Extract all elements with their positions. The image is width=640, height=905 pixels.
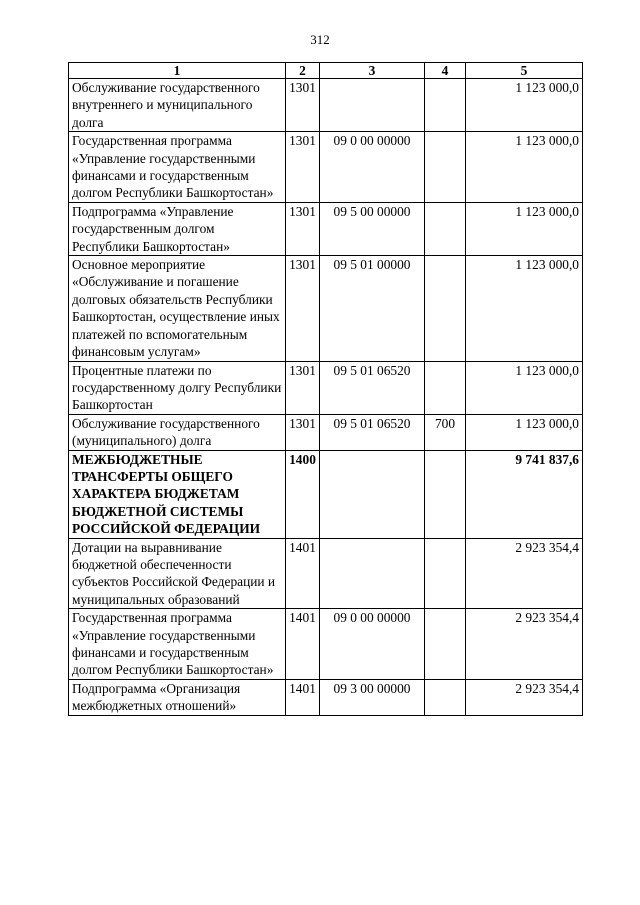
row-sum: 1 123 000,0 bbox=[466, 361, 583, 414]
budget-table bbox=[68, 62, 583, 716]
row-section-code: 1301 bbox=[286, 79, 320, 132]
row-item-code: 09 5 01 06520 bbox=[320, 361, 425, 414]
row-sum: 1 123 000,0 bbox=[466, 79, 583, 132]
table-row bbox=[69, 414, 583, 450]
row-expense-type bbox=[425, 538, 466, 609]
table-row bbox=[69, 79, 583, 132]
row-name: Дотации на выравнивание бюджетной обеспеченности субъектов Российской Федерации и муниципальных образований bbox=[69, 538, 286, 609]
row-item-code: 09 0 00 00000 bbox=[320, 609, 425, 680]
row-expense-type: 700 bbox=[425, 414, 466, 450]
row-name: Государственная программа «Управление государственными финансами и государственным долгом Республики Башкортостан» bbox=[69, 132, 286, 203]
row-item-code bbox=[320, 79, 425, 132]
table-row bbox=[69, 450, 583, 538]
row-expense-type bbox=[425, 450, 466, 538]
table-row bbox=[69, 609, 583, 680]
header-col-1: 1 bbox=[69, 63, 286, 79]
row-section-code: 1401 bbox=[286, 538, 320, 609]
table-row bbox=[69, 361, 583, 414]
row-name: Подпрограмма «Управление государственным долгом Республики Башкортостан» bbox=[69, 202, 286, 255]
row-item-code bbox=[320, 450, 425, 538]
row-section-code: 1401 bbox=[286, 609, 320, 680]
row-item-code: 09 5 01 00000 bbox=[320, 256, 425, 361]
row-item-code bbox=[320, 538, 425, 609]
row-name: Обслуживание государственного внутреннего и муниципального долга bbox=[69, 79, 286, 132]
row-name: Обслуживание государственного (муниципального) долга bbox=[69, 414, 286, 450]
row-section-code: 1301 bbox=[286, 361, 320, 414]
row-expense-type bbox=[425, 679, 466, 715]
row-section-code: 1301 bbox=[286, 256, 320, 361]
row-section-code: 1301 bbox=[286, 202, 320, 255]
table-row bbox=[69, 256, 583, 361]
row-sum: 9 741 837,6 bbox=[466, 450, 583, 538]
table-row bbox=[69, 679, 583, 715]
table-row bbox=[69, 202, 583, 255]
row-name: Подпрограмма «Организация межбюджетных отношений» bbox=[69, 679, 286, 715]
row-expense-type bbox=[425, 256, 466, 361]
header-col-3: 3 bbox=[320, 63, 425, 79]
table-header-row bbox=[69, 63, 583, 79]
row-section-code: 1401 bbox=[286, 679, 320, 715]
table-row bbox=[69, 132, 583, 203]
table-body bbox=[69, 79, 583, 716]
row-expense-type bbox=[425, 202, 466, 255]
row-section-code: 1301 bbox=[286, 132, 320, 203]
row-item-code: 09 3 00 00000 bbox=[320, 679, 425, 715]
row-expense-type bbox=[425, 609, 466, 680]
row-sum: 1 123 000,0 bbox=[466, 414, 583, 450]
row-sum: 1 123 000,0 bbox=[466, 132, 583, 203]
row-section-code: 1301 bbox=[286, 414, 320, 450]
row-sum: 1 123 000,0 bbox=[466, 256, 583, 361]
row-sum: 1 123 000,0 bbox=[466, 202, 583, 255]
row-section-code: 1400 bbox=[286, 450, 320, 538]
header-col-4: 4 bbox=[425, 63, 466, 79]
row-item-code: 09 0 00 00000 bbox=[320, 132, 425, 203]
row-expense-type bbox=[425, 79, 466, 132]
row-sum: 2 923 354,4 bbox=[466, 679, 583, 715]
header-col-2: 2 bbox=[286, 63, 320, 79]
row-item-code: 09 5 00 00000 bbox=[320, 202, 425, 255]
row-expense-type bbox=[425, 361, 466, 414]
row-name: Основное мероприятие «Обслуживание и погашение долговых обязательств Республики Башкортостан, осуществление иных платежей по вспомогательным финансовым услугам» bbox=[69, 256, 286, 361]
page-number: 312 bbox=[310, 32, 330, 47]
row-sum: 2 923 354,4 bbox=[466, 609, 583, 680]
row-name: Государственная программа «Управление государственными финансами и государственным долгом Республики Башкортостан» bbox=[69, 609, 286, 680]
row-item-code: 09 5 01 06520 bbox=[320, 414, 425, 450]
row-expense-type bbox=[425, 132, 466, 203]
row-name: МЕЖБЮДЖЕТНЫЕ ТРАНСФЕРТЫ ОБЩЕГО ХАРАКТЕРА БЮДЖЕТАМ БЮДЖЕТНОЙ СИСТЕМЫ РОССИЙСКОЙ ФЕДЕРАЦИИ bbox=[69, 450, 286, 538]
row-sum: 2 923 354,4 bbox=[466, 538, 583, 609]
header-col-5: 5 bbox=[466, 63, 583, 79]
table-row bbox=[69, 538, 583, 609]
row-name: Процентные платежи по государственному долгу Республики Башкортостан bbox=[69, 361, 286, 414]
